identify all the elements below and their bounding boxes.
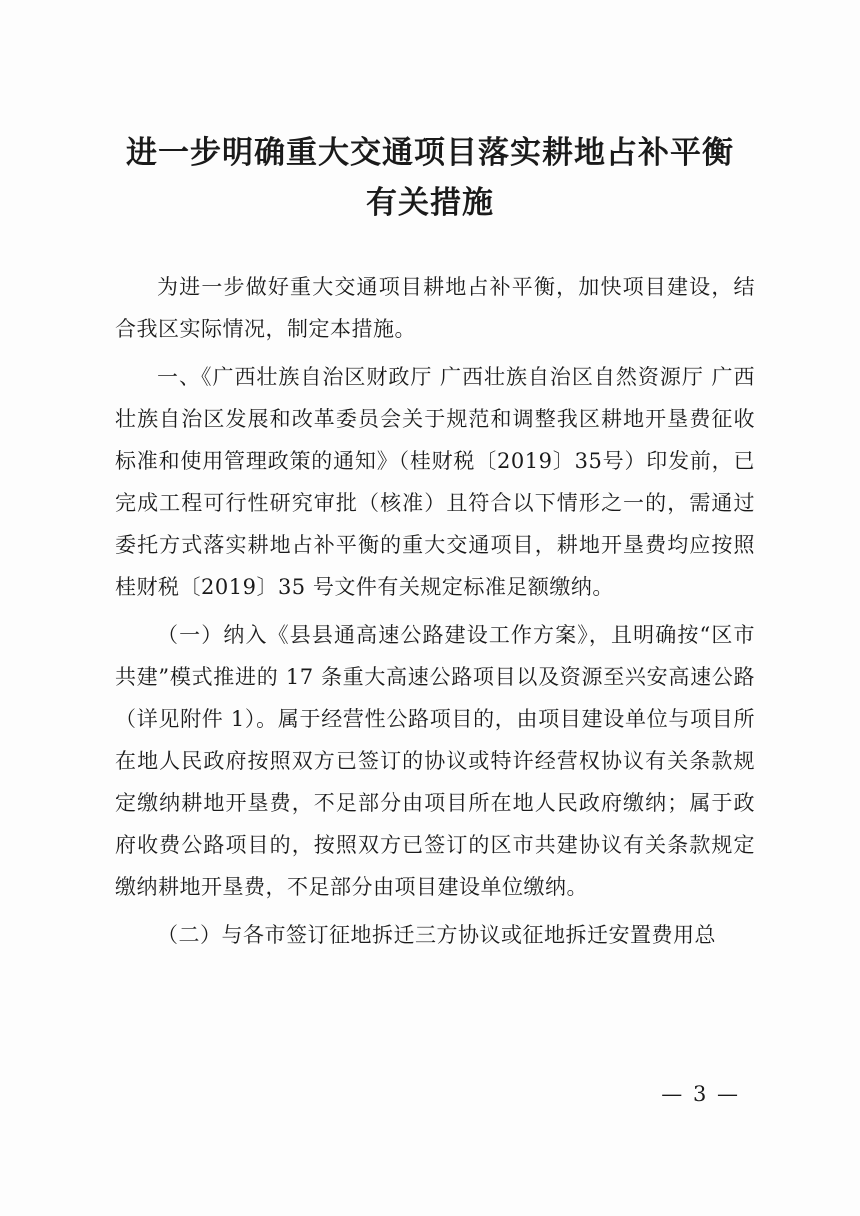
paragraph-item-one: （一）纳入《县县通高速公路建设工作方案》，且明确按“区市共建”模式推进的 17 条重大高速公路项目以及资源至兴安高速公路（详见附件 1）。属于经营性公路项目的，由项目建设单位与项目所在地人民政府按照双方已签订的协议或特许经营权协议有关条款规定缴纳耕地开垦费，不足部分由项目所在地人民政府缴纳；属于政府收费公路项目的，按照双方已签订的区市共建协议有关条款规定缴纳耕地开垦费，不足部分由项目建设单位缴纳。 — [115, 623, 755, 899]
document-title-line-2: 有关措施 — [366, 185, 494, 221]
paragraph-section-one: 一、《广西壮族自治区财政厅 广西壮族自治区自然资源厅 广西壮族自治区发展和改革委员会关于规范和调整我区耕地开垦费征收标准和使用管理政策的通知》（桂财税〔2019〕35号）印发前，已完成工程可行性研究审批（核准）且符合以下情形之一的，需通过委托方式落实耕地占补平衡的重大交通项目，耕地开垦费均应按照桂财税〔2019〕35 号文件有关规定标准足额缴纳。 — [115, 365, 755, 599]
paragraph-intro: 为进一步做好重大交通项目耕地占补平衡，加快项目建设，结合我区实际情况，制定本措施。 — [115, 275, 755, 341]
document-title-line-1: 进一步明确重大交通项目落实耕地占补平衡 — [126, 135, 734, 171]
page-number: — 3 — — [661, 1082, 740, 1106]
document-body — [115, 266, 755, 956]
paragraph-item-two: （二）与各市签订征地拆迁三方协议或征地拆迁安置费用总 — [157, 923, 716, 947]
